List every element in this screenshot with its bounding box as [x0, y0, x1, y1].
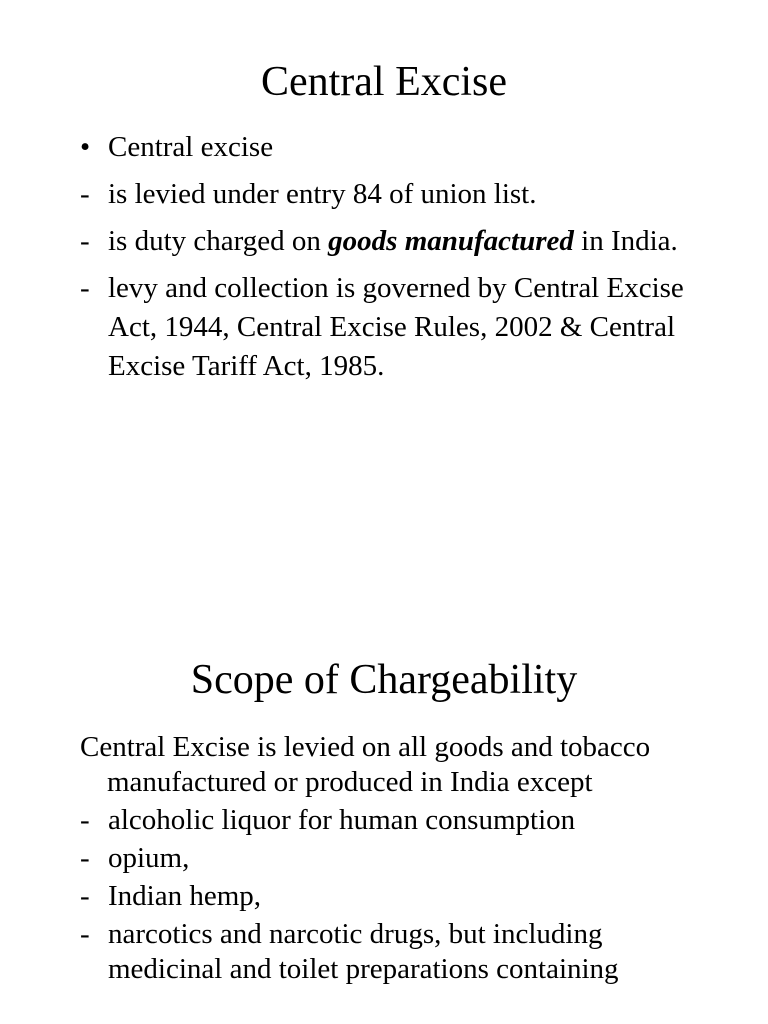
- list-item: [80, 128, 700, 167]
- dash-marker: -: [80, 178, 90, 210]
- dash-marker: -: [80, 918, 90, 950]
- slide-scope-of-chargeability: [0, 512, 768, 1024]
- list-item: [80, 222, 700, 261]
- bullet-marker: •: [80, 131, 91, 163]
- list-item-text: [108, 222, 700, 261]
- intro-paragraph: Central Excise is levied on all goods and tobacco manufactured or produced in India except: [80, 731, 651, 798]
- dash-marker: -: [80, 842, 90, 874]
- text-segment: is duty charged on: [108, 225, 329, 257]
- dash-marker: -: [80, 225, 90, 257]
- list-item-text: is levied under entry 84 of union list.: [108, 178, 537, 210]
- list-item: [80, 175, 700, 214]
- list-item-text: Indian hemp,: [108, 880, 262, 912]
- dash-marker: -: [80, 272, 90, 304]
- list-item: [80, 841, 700, 876]
- slide-title: Scope of Chargeability: [190, 657, 578, 703]
- list-item-text: levy and collection is governed by Central Excise Act, 1944, Central Excise Rules, 2002 & Central Excise Tariff Act, 1985.: [108, 272, 684, 382]
- slide-title: Central Excise: [260, 59, 508, 105]
- list-item-text: opium,: [108, 842, 190, 874]
- emphasis-text: goods manufactured: [328, 225, 574, 257]
- slide-body: [80, 730, 700, 990]
- text-segment: in India.: [573, 225, 678, 257]
- list-item-text: alcoholic liquor for human consumption: [108, 804, 576, 836]
- dash-marker: -: [80, 804, 90, 836]
- list-item-text: narcotics and narcotic drugs, but including medicinal and toilet preparations containing: [108, 918, 619, 985]
- list-item: [80, 879, 700, 914]
- list-item: [80, 917, 700, 987]
- list-item: [80, 803, 700, 838]
- list-item: [80, 269, 700, 386]
- list-item-text: Central excise: [108, 131, 274, 163]
- slide-body: [80, 128, 700, 394]
- dash-marker: -: [80, 880, 90, 912]
